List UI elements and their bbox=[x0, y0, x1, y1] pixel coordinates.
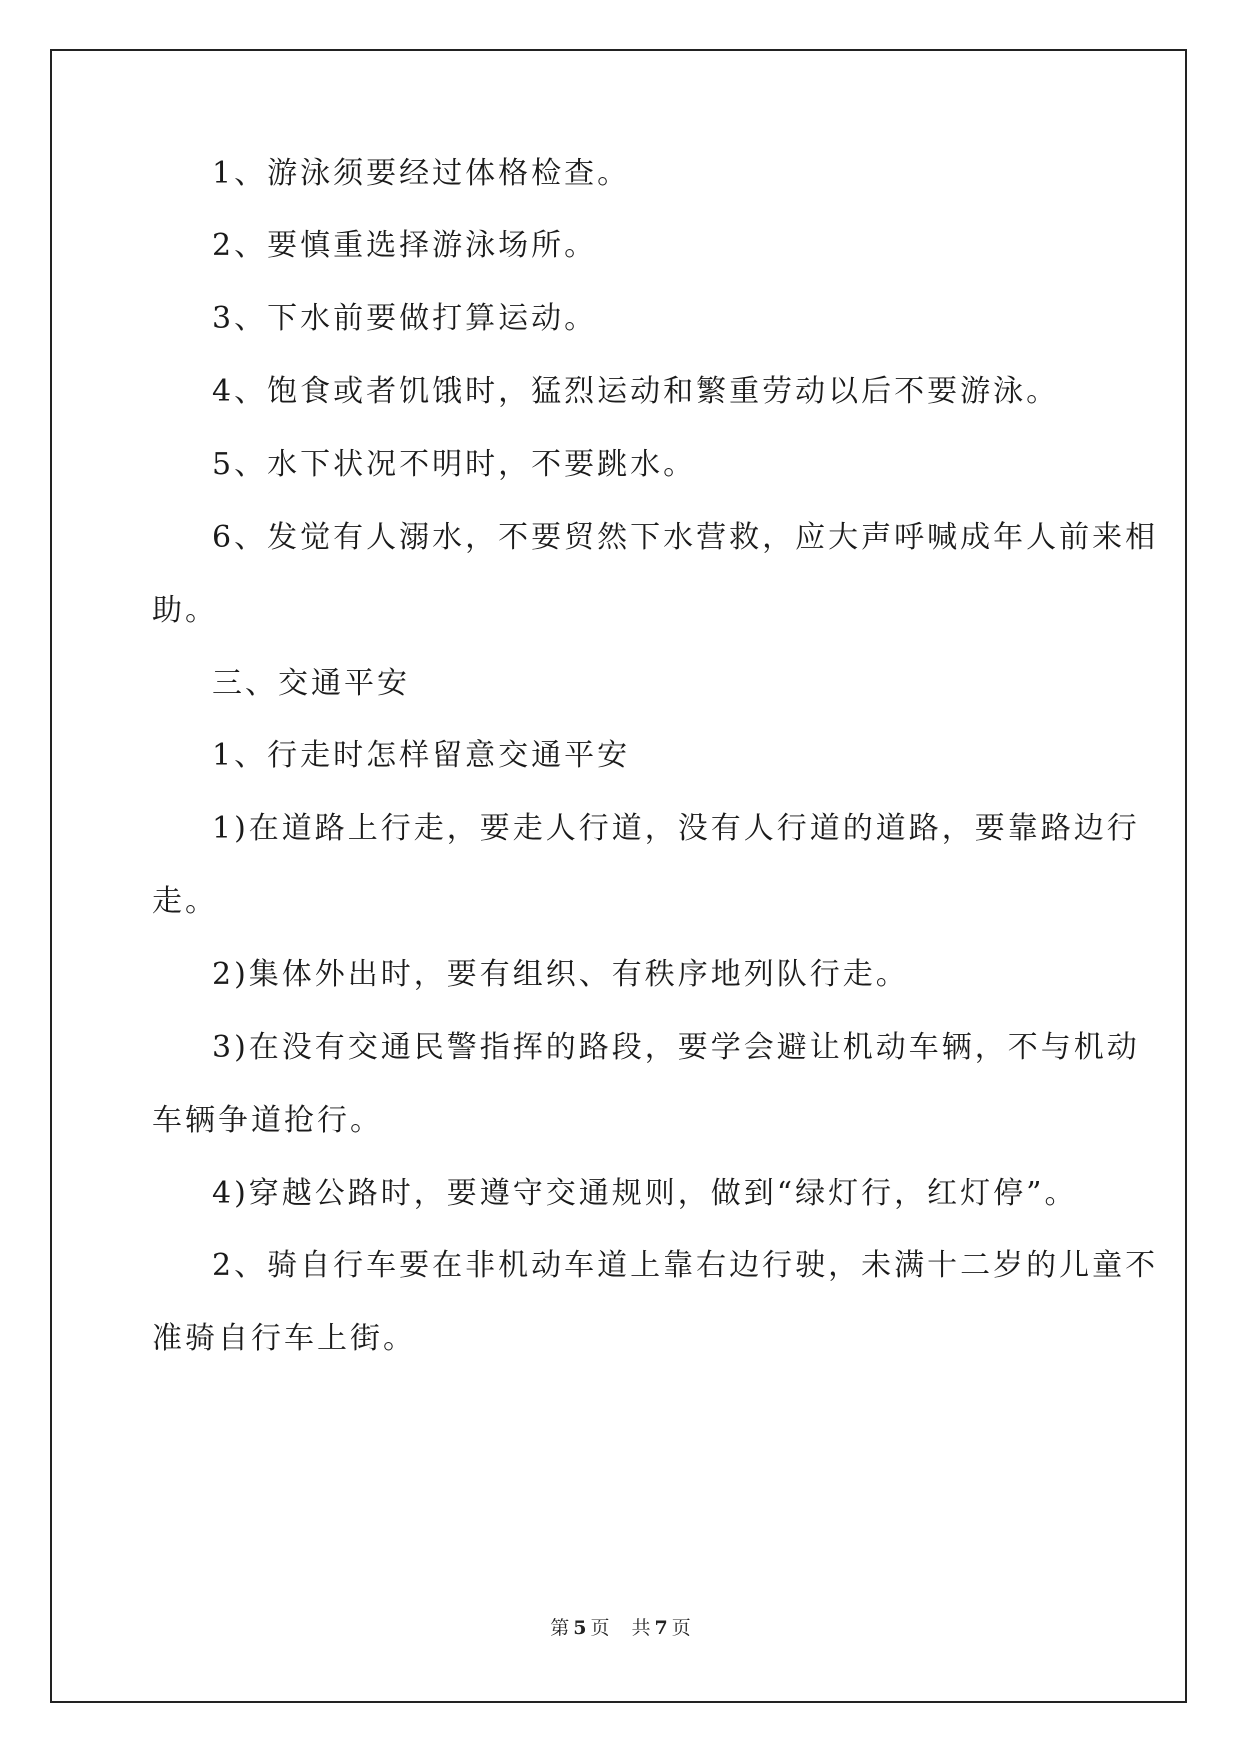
current-page-number: 5 bbox=[573, 1617, 587, 1639]
paragraph-line: 5、水下状况不明时，不要跳水。 bbox=[212, 447, 697, 482]
page-footer bbox=[0, 1616, 1241, 1640]
page-border bbox=[50, 49, 1187, 1703]
paragraph-line: 2)集体外出时，要有组织、有秩序地列队行走。 bbox=[212, 957, 909, 992]
paragraph-line: 车辆争道抢行。 bbox=[152, 1103, 383, 1138]
page-prefix: 第 bbox=[550, 1617, 570, 1639]
paragraph-line: 4)穿越公路时，要遵守交通规则，做到“绿灯行，红灯停”。 bbox=[212, 1176, 1078, 1211]
total-suffix: 页 bbox=[671, 1617, 691, 1639]
total-pages-number: 7 bbox=[654, 1617, 668, 1639]
paragraph-line: 走。 bbox=[152, 884, 218, 919]
section-heading: 三、交通平安 bbox=[212, 666, 410, 701]
paragraph-line: 1、游泳须要经过体格检查。 bbox=[212, 156, 631, 191]
paragraph-line: 3、下水前要做打算运动。 bbox=[212, 301, 598, 336]
paragraph-line: 6、发觉有人溺水，不要贸然下水营救，应大声呼喊成年人前来相 bbox=[212, 520, 1159, 555]
paragraph-line: 4、饱食或者饥饿时，猛烈运动和繁重劳动以后不要游泳。 bbox=[212, 374, 1060, 409]
paragraph-line: 助。 bbox=[152, 593, 218, 628]
page-suffix: 页 bbox=[590, 1617, 610, 1639]
paragraph-line: 2、要慎重选择游泳场所。 bbox=[212, 228, 598, 263]
paragraph-line: 2、骑自行车要在非机动车道上靠右边行驶，未满十二岁的儿童不 bbox=[212, 1248, 1159, 1283]
subsection-heading: 1、行走时怎样留意交通平安 bbox=[212, 738, 631, 773]
paragraph-line: 准骑自行车上街。 bbox=[152, 1321, 416, 1356]
total-prefix: 共 bbox=[631, 1617, 651, 1639]
paragraph-line: 3)在没有交通民警指挥的路段，要学会避让机动车辆，不与机动 bbox=[212, 1030, 1140, 1065]
paragraph-line: 1)在道路上行走，要走人行道，没有人行道的道路，要靠路边行 bbox=[212, 811, 1140, 846]
